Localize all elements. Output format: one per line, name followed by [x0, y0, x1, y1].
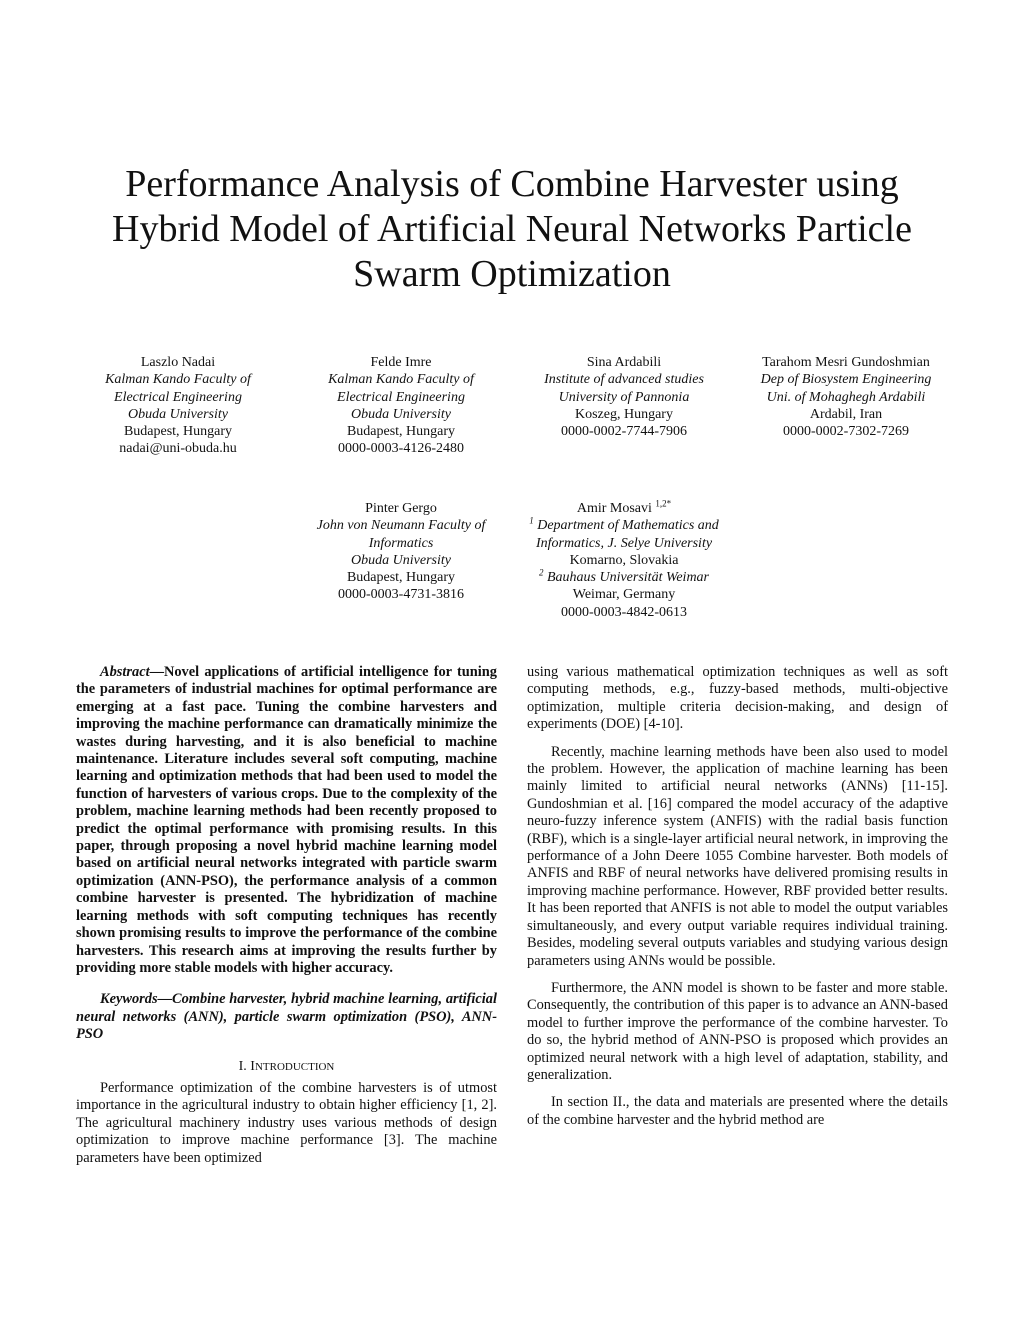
abstract-label: Abstract: [100, 664, 150, 680]
author-name: [726, 354, 966, 371]
keywords-dash: —: [157, 991, 172, 1008]
author-affiliation-line: [281, 406, 521, 423]
affiliation-text: Budapest, Hungary: [346, 570, 456, 586]
author-affiliation-line: [504, 371, 744, 388]
author-affiliation-line: [504, 423, 744, 440]
affiliation-text: Informatics, J. Selye University: [535, 535, 713, 551]
author-affiliation-line: [726, 406, 966, 423]
author-name-text: Sina Ardabili: [586, 355, 662, 370]
author-affiliation-line: [726, 423, 966, 440]
title-line: Swarm Optimization: [353, 253, 671, 295]
author-affiliation-line: [504, 406, 744, 423]
author-block: [504, 500, 744, 621]
affiliation-text: University of Pannonia: [558, 389, 690, 405]
author-affiliation-line: [281, 440, 521, 457]
affiliation-superscript: 1: [529, 515, 534, 526]
affiliation-text: 0000-0002-7302-7269: [783, 424, 909, 440]
affiliation-text: Department of Mathematics and: [537, 518, 719, 534]
affiliation-text: Kalman Kando Faculty of: [328, 372, 474, 388]
body-paragraph: In section II., the data and materials are presented where the details of the combine harvester and the hybrid method are: [527, 1094, 948, 1128]
author-name-text: Pinter Gergo: [365, 501, 437, 516]
affiliation-superscript: 2: [538, 567, 544, 578]
affiliation-text: Dep of Biosystem Engineering: [760, 372, 932, 388]
affiliation-text: Institute of advanced studies: [544, 372, 704, 388]
author-block: [281, 500, 521, 604]
affiliation-text: Electrical Engineering: [114, 389, 242, 405]
author-affiliation-line: [281, 535, 521, 552]
affiliation-text: Budapest, Hungary: [346, 424, 456, 440]
abstract-text: Novel applications of artificial intelligence for tuning the parameters of industrial machines for optimal performance are emerging at a fast pace. Tuning the combine harvesters and improving the machine performance can dramatically minimize the wastes during harvesting, and it is also beneficial to machine maintenance. Literature includes several soft computing, machine learning and optimization methods that had been used to model the function of harvesters of various crops. Due to the complexity of the problem, machine learning methods had been recently proposed to predict the optimal performance with promising results. In this paper, through proposing a novel hybrid machine learning model based on artificial neural networks integrated with particle swarm optimization (ANN-PSO), the performance analysis of a common combine harvester is presented. The hybridization of machine learning methods with soft computing techniques has recently shown promising results to improve the performance of the combine harvesters. This research aims at improving the results further by providing more stable models with higher accuracy.: [76, 664, 497, 976]
author-affiliation-line: [281, 371, 521, 388]
affiliation-text: Komarno, Slovakia: [569, 552, 679, 568]
author-affiliation-line: [281, 389, 521, 406]
intro-paragraph: Performance optimization of the combine harvesters is of utmost importance in the agricultural industry to obtain higher efficiency [1, 2]. The agricultural machinery industry uses various methods of design optimization to improve machine performance [3]. The machine parameters have been optimized: [76, 1079, 497, 1166]
affiliation-text: Informatics: [368, 535, 434, 551]
body-paragraph: Recently, machine learning methods have been also used to model the problem. However, the application of machine learning has been mainly limited to artificial neural networks (ANNs) [11-15]. Gundoshmian et al. [16] compared the model accuracy of the adaptive neuro-fuzzy inference system (ANFIS) with the radial basis function (RBF), which is a single-layer artificial neural network, in improving the performance of a John Deere 1055 Combine harvester. Both models of ANFIS and RBF of neural networks have delivered promising results in improving machine performance. However, RBF provided better results. It has been reported that ANFIS is not able to model the output variables simultaneously, and every output variable requires individual training. Besides, modeling several outputs variables and studying various design parameters using ANNs would be possible.: [527, 743, 948, 969]
affiliation-text: Kalman Kando Faculty of: [105, 372, 251, 388]
affiliation-text: Ardabil, Iran: [809, 406, 883, 422]
author-affiliation-line: [504, 604, 744, 621]
author-affiliation-line: [281, 517, 521, 534]
abstract: [76, 664, 497, 977]
author-affiliation-line: [281, 569, 521, 586]
author-affiliation-line: [504, 517, 744, 534]
affiliation-text: Uni. of Mohaghegh Ardabili: [766, 389, 926, 405]
affiliation-text: Koszeg, Hungary: [575, 406, 673, 422]
author-affiliation-line: [58, 440, 298, 457]
title-line: Hybrid Model of Artificial Neural Networks Particle: [112, 208, 912, 250]
affiliation-text: Obuda University: [128, 406, 228, 422]
keywords: [76, 991, 497, 1043]
affiliation-text: 0000-0003-4126-2480: [338, 441, 464, 457]
author-block: [58, 354, 298, 458]
author-name: [504, 354, 744, 371]
section-title-rest: NTRODUCTION: [254, 1060, 335, 1073]
body-paragraph: using various mathematical optimization techniques as well as soft computing methods, e.g., fuzzy-based methods, multi-objective optimization, multiple criteria decision-making, and design of experiments (DOE) [4-10].: [527, 664, 948, 733]
author-affiliation-line: [504, 569, 744, 586]
affiliation-text: Electrical Engineering: [337, 389, 465, 405]
affiliation-text: Obuda University: [351, 552, 451, 568]
author-name: [504, 500, 744, 517]
keywords-text: Combine harvester, hybrid machine learning, artificial neural networks (ANN), particle swarm optimization (PSO), ANN-PSO: [76, 991, 497, 1043]
affiliation-text: 0000-0003-4731-3816: [338, 587, 464, 603]
author-block: [281, 354, 521, 458]
affiliation-text: Budapest, Hungary: [123, 424, 233, 440]
author-affiliation-line: [726, 389, 966, 406]
author-name-text: Laszlo Nadai: [140, 355, 216, 370]
author-name: [58, 354, 298, 371]
affiliation-text: 0000-0003-4842-0613: [561, 604, 687, 620]
author-block: [504, 354, 744, 440]
keywords-label: Keywords: [100, 991, 158, 1008]
author-name-text: Felde Imre: [370, 355, 432, 370]
left-column: [76, 664, 497, 1177]
abstract-dash: —: [149, 664, 164, 680]
affiliation-text: Obuda University: [351, 406, 451, 422]
author-affiliation-line: [504, 535, 744, 552]
author-name-text: Tarahom Mesri Gundoshmian: [762, 355, 930, 370]
affiliation-text: nadai@uni-obuda.hu: [119, 441, 237, 457]
affiliation-text: John von Neumann Faculty of: [316, 518, 486, 534]
author-affiliation-line: [281, 552, 521, 569]
author-affiliation-line: [58, 406, 298, 423]
author-affiliation-line: [281, 586, 521, 603]
right-column: [527, 664, 948, 1139]
author-affiliation-line: [504, 586, 744, 603]
author-name: [281, 500, 521, 517]
body-paragraph: Furthermore, the ANN model is shown to be faster and more stable. Consequently, the contribution of this paper is to advance an ANN-based model to further improve the performance of the combine harvester. To do so, the hybrid method of ANN-PSO is proposed which provides an optimized neural network with a high level of adaptation, stability, and generalization.: [527, 979, 948, 1083]
affiliation-text: Bauhaus Universität Weimar: [546, 570, 710, 586]
paper-title: [40, 162, 984, 297]
author-name: [281, 354, 521, 371]
author-name-text: Amir Mosavi: [576, 501, 652, 516]
author-affiliation-line: [726, 371, 966, 388]
section-title-initial: I: [250, 1058, 255, 1074]
affiliation-text: Weimar, Germany: [572, 587, 676, 603]
author-affiliation-line: [58, 371, 298, 388]
author-superscript: 1,2*: [655, 498, 672, 509]
title-line: Performance Analysis of Combine Harvester using: [125, 163, 899, 205]
section-heading: [76, 1058, 497, 1076]
author-affiliation-line: [58, 389, 298, 406]
author-affiliation-line: [58, 423, 298, 440]
affiliation-text: 0000-0002-7744-7906: [561, 424, 687, 440]
author-affiliation-line: [281, 423, 521, 440]
section-number: I.: [238, 1058, 247, 1074]
author-affiliation-line: [504, 389, 744, 406]
author-block: [726, 354, 966, 440]
